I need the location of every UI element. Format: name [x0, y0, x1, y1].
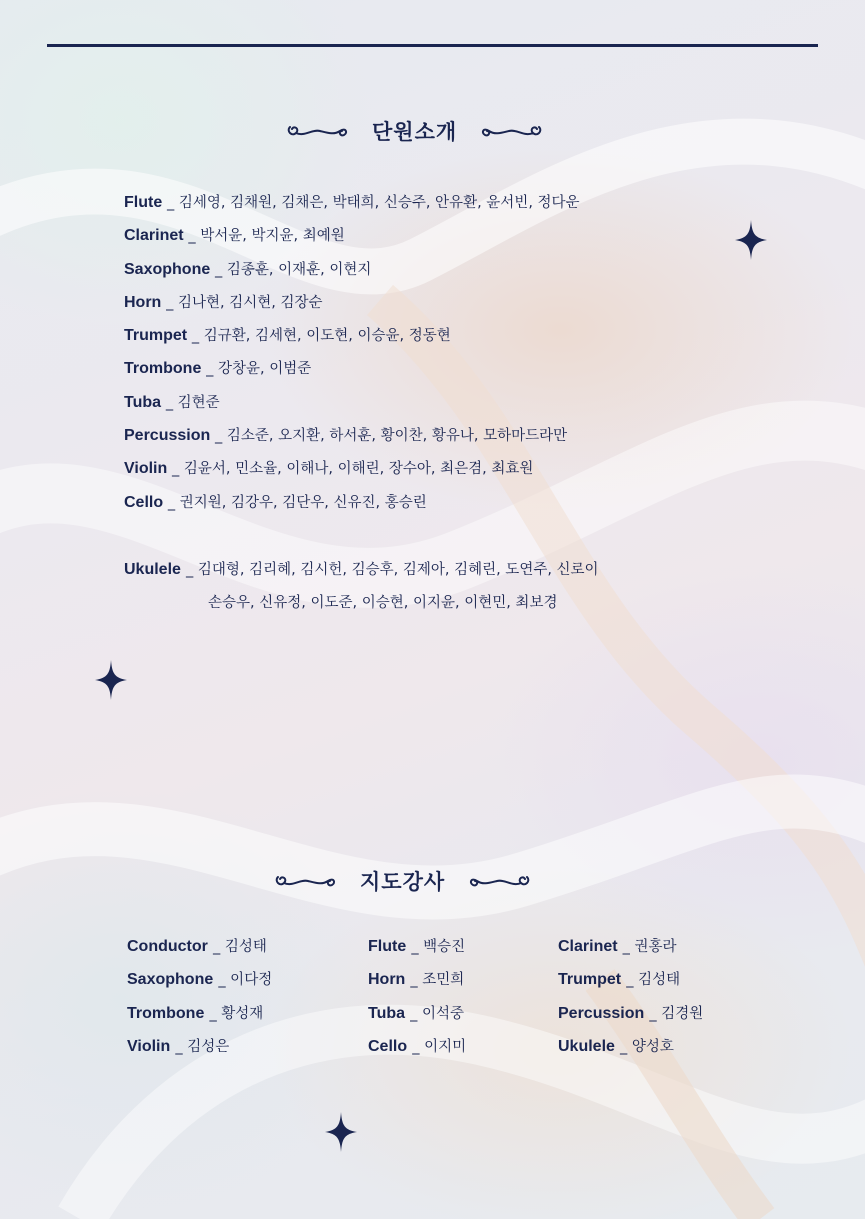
swirl-ornament-icon — [274, 871, 338, 891]
member-names: _ 박서윤, 박지윤, 최예원 — [188, 228, 345, 245]
instructor-name: _ 조민희 — [410, 972, 465, 989]
instructor-entry — [558, 933, 758, 966]
member-names: _ 김윤서, 민소율, 이해나, 이해린, 장수아, 최은겸, 최효원 — [172, 461, 534, 478]
instructor-name: _ 양성호 — [620, 1039, 674, 1056]
member-names: _ 김현준 — [165, 394, 220, 411]
top-divider-line — [47, 44, 818, 47]
instructor-name: _ 김성태 — [626, 972, 681, 989]
instrument-label: Percussion — [124, 427, 211, 445]
list-item — [124, 222, 580, 255]
instructor-name: _ 이다정 — [218, 972, 273, 989]
swirl-ornament-icon — [467, 871, 531, 891]
list-item — [124, 422, 580, 455]
member-names: _ 김규환, 김세현, 이도현, 이승윤, 정동현 — [191, 328, 451, 345]
instrument-label: Violin — [124, 460, 168, 478]
list-item — [124, 289, 580, 322]
members-list — [124, 189, 580, 522]
member-names: _ 김나현, 김시현, 김장순 — [166, 294, 323, 311]
instructor-entry — [127, 1000, 368, 1033]
member-names: _ 김종훈, 이재훈, 이현지 — [215, 261, 372, 278]
instrument-label: Horn — [124, 293, 162, 311]
instrument-label: Horn — [368, 971, 406, 989]
instrument-label: Saxophone — [124, 260, 211, 278]
instrument-label: Cello — [124, 493, 164, 511]
instructor-name: _ 권홍라 — [622, 939, 677, 955]
member-names: _ 김소준, 오지환, 하서훈, 황이찬, 황유나, 모하마드라만 — [215, 428, 568, 445]
instrument-label: Flute — [124, 194, 163, 211]
list-item — [124, 489, 580, 522]
instrument-label: Trumpet — [124, 327, 188, 345]
swirl-ornament-icon — [479, 121, 543, 141]
instructor-name: _ 김성태 — [212, 939, 267, 955]
instructor-name: _ 김성은 — [175, 1039, 230, 1056]
instructors-section-header — [274, 866, 531, 896]
instructor-row — [127, 966, 758, 999]
instrument-label: Cello — [368, 1038, 408, 1056]
instructor-entry — [558, 1000, 758, 1033]
instructors-section-title: 지도강사 — [360, 869, 446, 894]
list-item-ukulele-continued — [208, 589, 557, 616]
instrument-label: Percussion — [558, 1004, 645, 1022]
instructor-entry — [368, 933, 558, 966]
list-item — [124, 389, 580, 422]
instrument-label: Conductor — [127, 938, 208, 955]
sparkle-icon — [735, 220, 767, 260]
instrument-label: Tuba — [124, 393, 162, 411]
instrument-label: Clarinet — [124, 227, 184, 245]
instructor-name: _ 김경원 — [649, 1005, 704, 1022]
sparkle-icon — [325, 1112, 357, 1152]
member-names: 손승우, 신유정, 이도준, 이승현, 이지윤, 이현민, 최보경 — [208, 595, 558, 611]
instructor-entry — [127, 1033, 368, 1066]
instructor-name: _ 황성재 — [209, 1005, 264, 1022]
instructor-entry — [127, 966, 368, 999]
instructor-entry — [558, 1033, 758, 1066]
sparkle-icon — [95, 660, 127, 700]
instrument-label: Ukulele — [558, 1038, 615, 1056]
instrument-label: Trombone — [127, 1004, 205, 1022]
list-item — [124, 256, 580, 289]
instructor-entry — [368, 966, 558, 999]
instructor-name: _ 백승진 — [411, 939, 466, 955]
instructor-row — [127, 1033, 758, 1066]
instrument-label: Trumpet — [558, 971, 622, 989]
member-names: _ 김대형, 김리혜, 김시헌, 김승후, 김제아, 김혜린, 도연주, 신로이 — [186, 562, 599, 578]
list-item — [124, 355, 580, 388]
instrument-label: Trombone — [124, 360, 202, 378]
instrument-label: Flute — [368, 938, 407, 955]
member-names: _ 강창윤, 이범준 — [206, 361, 312, 378]
list-item — [124, 189, 580, 222]
instructor-entry — [127, 933, 368, 966]
swirl-ornament-icon — [286, 121, 350, 141]
instrument-label: Saxophone — [127, 971, 214, 989]
members-section-title: 단원소개 — [372, 119, 458, 144]
instructor-entry — [558, 966, 758, 999]
instructors-grid — [127, 933, 758, 1067]
instrument-label: Clarinet — [558, 938, 618, 955]
instrument-label: Ukulele — [124, 561, 181, 578]
instructor-entry — [368, 1033, 558, 1066]
instructor-row — [127, 1000, 758, 1033]
list-item-ukulele — [124, 556, 599, 583]
instrument-label: Tuba — [368, 1004, 406, 1022]
member-names: _ 김세영, 김채원, 김채은, 박태희, 신승주, 안유환, 윤서빈, 정다운 — [167, 195, 580, 211]
instructor-name: _ 이석중 — [410, 1005, 465, 1022]
list-item — [124, 322, 580, 355]
instructor-name: _ 이지미 — [412, 1039, 467, 1056]
list-item — [124, 455, 580, 488]
instrument-label: Violin — [127, 1038, 171, 1056]
instructor-row — [127, 933, 758, 966]
members-section-header — [286, 116, 543, 146]
instructor-entry — [368, 1000, 558, 1033]
member-names: _ 권지원, 김강우, 김단우, 신유진, 홍승린 — [167, 494, 427, 511]
